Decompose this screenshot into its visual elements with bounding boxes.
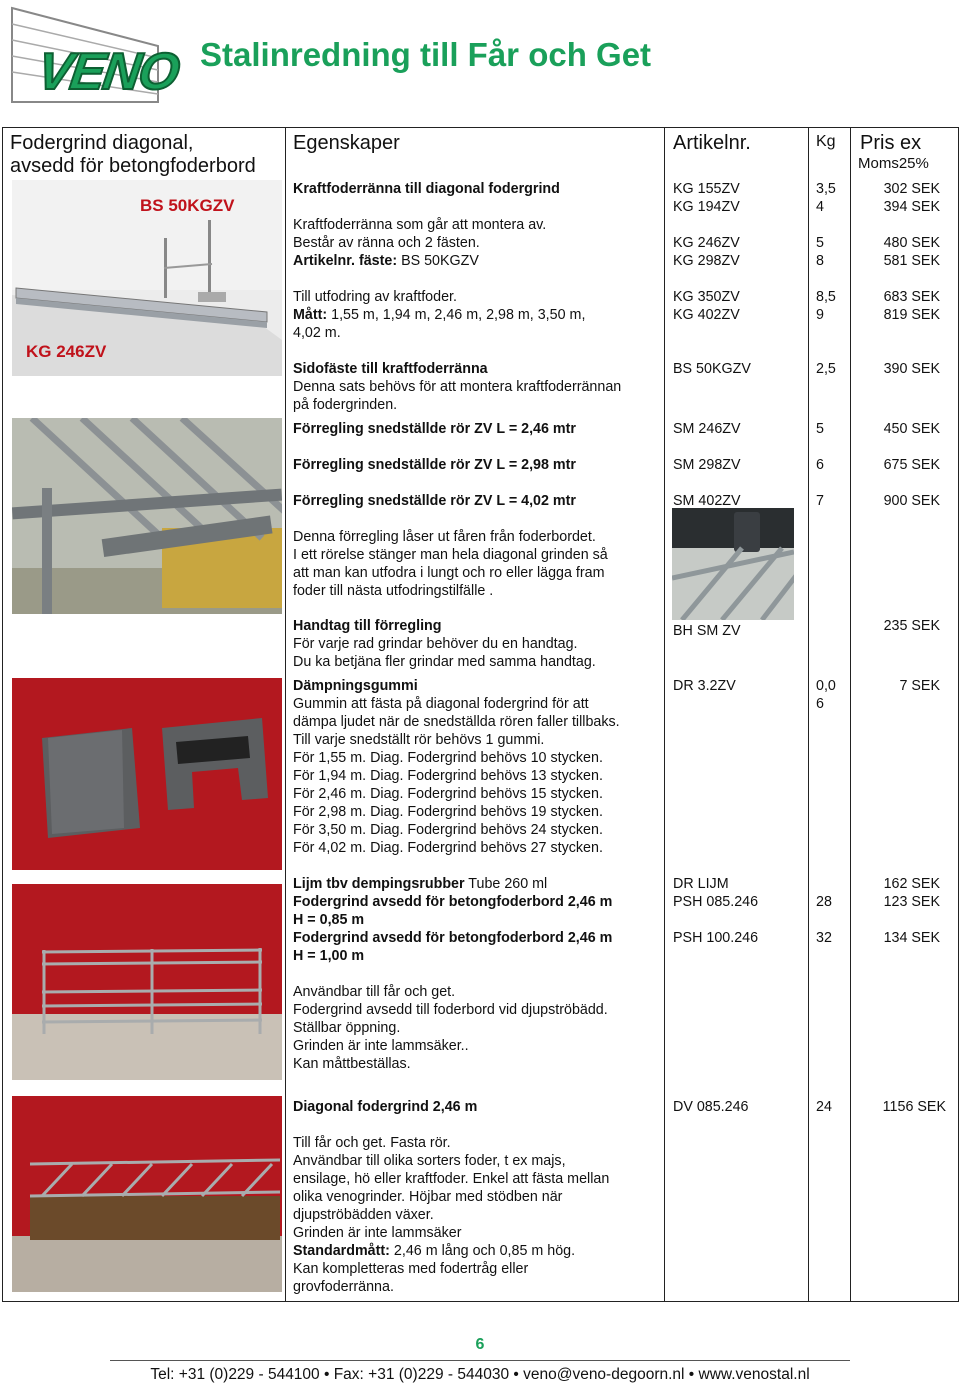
grate-desc-4: Kan måttbeställas. bbox=[293, 1056, 411, 1072]
grate-b-line1: Fodergrind avsedd för betongfoderbord 2,46 m bbox=[293, 930, 613, 946]
damp-kg2: 6 bbox=[816, 696, 824, 712]
diag-desc-1: Användbar till olika sorters foder, t ex majs, bbox=[293, 1153, 566, 1169]
damp-line-0: Gummin att fästa på diagonal fodergrind för att bbox=[293, 696, 589, 712]
lock-price-2: 900 SEK bbox=[883, 493, 940, 509]
lock-art-2: SM 402ZV bbox=[673, 493, 741, 509]
trough-kg-1: 4 bbox=[816, 199, 824, 215]
photo-diagonal-gate bbox=[12, 1096, 282, 1292]
header-pris: Pris ex bbox=[860, 132, 922, 154]
footer-contact: Tel: +31 (0)229 - 544100 • Fax: +31 (0)229 - 544030 • veno@veno-degoorn.nl • www.venostal.nl bbox=[150, 1366, 810, 1383]
logo-text: VENO bbox=[33, 43, 182, 101]
lock-kg-2: 7 bbox=[816, 493, 824, 509]
handle-price: 235 SEK bbox=[883, 618, 940, 634]
header-egenskaper: Egenskaper bbox=[293, 132, 400, 154]
footer-divider bbox=[110, 1360, 850, 1361]
handle-title: Handtag till förregling bbox=[293, 618, 442, 634]
grate-b-line2: H = 1,00 m bbox=[293, 948, 365, 964]
lock-label-2: Förregling snedställde rör ZV L = 4,02 mtr bbox=[293, 493, 576, 509]
trough2-line2: Mått: 1,55 m, 1,94 m, 2,46 m, 2,98 m, 3,50 m, bbox=[293, 307, 586, 323]
diag-desc-0: Till får och get. Fasta rör. bbox=[293, 1135, 451, 1151]
photo-handle bbox=[672, 508, 794, 620]
damp-kg1: 0,0 bbox=[816, 678, 836, 694]
side-kg: 2,5 bbox=[816, 361, 836, 377]
diag-title: Diagonal fodergrind 2,46 m bbox=[293, 1099, 478, 1115]
trough-price-0: 302 SEK bbox=[883, 181, 940, 197]
header-col1-line2: avsedd för betongfoderbord bbox=[10, 155, 256, 177]
veno-logo bbox=[8, 2, 182, 114]
photo-horizontal-gate bbox=[12, 884, 282, 1080]
damp-line-2: Till varje snedställt rör behövs 1 gummi. bbox=[293, 732, 545, 748]
lock-desc-3: foder till nästa utfodringstilfälle . bbox=[293, 583, 494, 599]
trough-line3: Artikelnr. fäste: BS 50KGZV bbox=[293, 253, 479, 269]
lock-price-0: 450 SEK bbox=[883, 421, 940, 437]
page-title: Stalinredning till Får och Get bbox=[200, 36, 652, 73]
damp-art: DR 3.2ZV bbox=[673, 678, 736, 694]
trough2-price-1: 819 SEK bbox=[883, 307, 940, 323]
grate-a-price: 123 SEK bbox=[883, 894, 940, 910]
grate-a-line2: H = 0,85 m bbox=[293, 912, 365, 928]
grate-desc-2: Ställbar öppning. bbox=[293, 1020, 401, 1036]
lock-label-1: Förregling snedställde rör ZV L = 2,98 mtr bbox=[293, 457, 576, 473]
handle-art: BH SM ZV bbox=[673, 623, 741, 639]
diag-desc-5: Grinden är inte lammsäker bbox=[293, 1225, 462, 1241]
damp-line-4: För 1,94 m. Diag. Fodergrind behövs 13 stycken. bbox=[293, 768, 603, 784]
diag-more-1: Kan kompletteras med fodertråg eller bbox=[293, 1261, 529, 1277]
handle-line2: Du ka betjäna fler grindar med samma handtag. bbox=[293, 654, 596, 670]
grate-b-kg: 32 bbox=[816, 930, 832, 946]
lock-price-1: 675 SEK bbox=[883, 457, 940, 473]
grate-a-kg: 28 bbox=[816, 894, 832, 910]
diag-standard: Standardmått: 2,46 m lång och 0,85 m hög. bbox=[293, 1243, 576, 1259]
label-bs50: BS 50KGZV bbox=[140, 196, 235, 215]
page-number: 6 bbox=[475, 1336, 485, 1353]
grate-b-art: PSH 100.246 bbox=[673, 930, 759, 946]
trough-kg-3: 8 bbox=[816, 253, 824, 269]
trough2-line1: Till utfodring av kraftfoder. bbox=[293, 289, 457, 305]
diag-desc-3: olika venogrinder. Höjbar med stödben när bbox=[293, 1189, 563, 1205]
trough-price-3: 581 SEK bbox=[883, 253, 940, 269]
damp-line-7: För 3,50 m. Diag. Fodergrind behövs 24 stycken. bbox=[293, 822, 603, 838]
trough-line1: Kraftfoderränna som går att montera av. bbox=[293, 217, 547, 233]
trough2-art-0: KG 350ZV bbox=[673, 289, 740, 305]
trough-line2: Består av ränna och 2 fästen. bbox=[293, 235, 480, 251]
trough-art-3: KG 298ZV bbox=[673, 253, 740, 269]
trough-kg-0: 3,5 bbox=[816, 181, 836, 197]
lock-desc-0: Denna förregling låser ut fåren från foderbordet. bbox=[293, 529, 596, 545]
side-art: BS 50KGZV bbox=[673, 361, 751, 377]
lijm-art: DR LIJM bbox=[673, 876, 729, 892]
header-moms: Moms25% bbox=[858, 155, 929, 172]
handle-line1: För varje rad grindar behöver du en handtag. bbox=[293, 636, 578, 652]
trough2-price-0: 683 SEK bbox=[883, 289, 940, 305]
grate-desc-1: Fodergrind avsedd till foderbord vid djupströbädd. bbox=[293, 1002, 608, 1018]
trough-price-2: 480 SEK bbox=[883, 235, 940, 251]
damp-line-8: För 4,02 m. Diag. Fodergrind behövs 27 stycken. bbox=[293, 840, 603, 856]
diag-desc-2: ensilage, hö eller kraftfoder. Enkel att fästa mellan bbox=[293, 1171, 610, 1187]
side-title: Sidofäste till kraftfoderränna bbox=[293, 361, 488, 377]
trough2-art-1: KG 402ZV bbox=[673, 307, 740, 323]
grate-a-line1: Fodergrind avsedd för betongfoderbord 2,46 m bbox=[293, 894, 613, 910]
grate-desc-0: Användbar till får och get. bbox=[293, 984, 456, 1000]
header-col1-line1: Fodergrind diagonal, bbox=[10, 132, 194, 154]
damp-line-6: För 2,98 m. Diag. Fodergrind behövs 19 stycken. bbox=[293, 804, 603, 820]
photo-trough-bracket bbox=[12, 180, 282, 376]
trough-kg-2: 5 bbox=[816, 235, 824, 251]
lock-desc-1: I ett rörelse stänger man hela diagonal grinden så bbox=[293, 547, 608, 563]
lock-art-0: SM 246ZV bbox=[673, 421, 741, 437]
trough-art-0: KG 155ZV bbox=[673, 181, 740, 197]
grate-desc-3: Grinden är inte lammsäker.. bbox=[293, 1038, 469, 1054]
photo-rubber bbox=[12, 678, 282, 870]
trough2-kg-0: 8,5 bbox=[816, 289, 836, 305]
diag-art: DV 085.246 bbox=[673, 1099, 749, 1115]
label-kg246: KG 246ZV bbox=[26, 342, 107, 361]
side-line2: på fodergrinden. bbox=[293, 397, 398, 413]
damp-price: 7 SEK bbox=[899, 678, 940, 694]
lock-kg-1: 6 bbox=[816, 457, 824, 473]
lijm-price: 162 SEK bbox=[883, 876, 940, 892]
lock-art-1: SM 298ZV bbox=[673, 457, 741, 473]
trough-title: Kraftfoderränna till diagonal fodergrind bbox=[293, 181, 560, 197]
trough2-kg-1: 9 bbox=[816, 307, 824, 323]
header-kg: Kg bbox=[816, 133, 836, 150]
header-artikelnr: Artikelnr. bbox=[673, 132, 751, 154]
lock-label-0: Förregling snedställde rör ZV L = 2,46 mtr bbox=[293, 421, 576, 437]
lock-desc-2: att man kan utfodra i lungt och ro eller lägga fram bbox=[293, 565, 605, 581]
diag-more-2: grovfoderränna. bbox=[293, 1279, 394, 1295]
trough-art-1: KG 194ZV bbox=[673, 199, 740, 215]
grate-a-art: PSH 085.246 bbox=[673, 894, 759, 910]
trough-art-2: KG 246ZV bbox=[673, 235, 740, 251]
damp-line-1: dämpa ljudet när de snedställda rören faller tillbaks. bbox=[293, 714, 620, 730]
side-price: 390 SEK bbox=[883, 361, 940, 377]
lijm-label: Lijm tbv dempingsrubber Tube 260 ml bbox=[293, 876, 548, 892]
diag-kg: 24 bbox=[816, 1099, 832, 1115]
grate-b-price: 134 SEK bbox=[883, 930, 940, 946]
side-line1: Denna sats behövs för att montera kraftfoderrännan bbox=[293, 379, 622, 395]
diag-price: 1156 SEK bbox=[882, 1099, 946, 1115]
trough-price-1: 394 SEK bbox=[883, 199, 940, 215]
damp-title: Dämpningsgummi bbox=[293, 678, 418, 694]
damp-line-5: För 2,46 m. Diag. Fodergrind behövs 15 stycken. bbox=[293, 786, 603, 802]
lock-kg-0: 5 bbox=[816, 421, 824, 437]
damp-line-3: För 1,55 m. Diag. Fodergrind behövs 10 stycken. bbox=[293, 750, 603, 766]
photo-lock-gate bbox=[12, 418, 282, 614]
trough2-line3: 4,02 m. bbox=[293, 325, 341, 341]
diag-desc-4: djupströbädden växer. bbox=[293, 1207, 434, 1223]
